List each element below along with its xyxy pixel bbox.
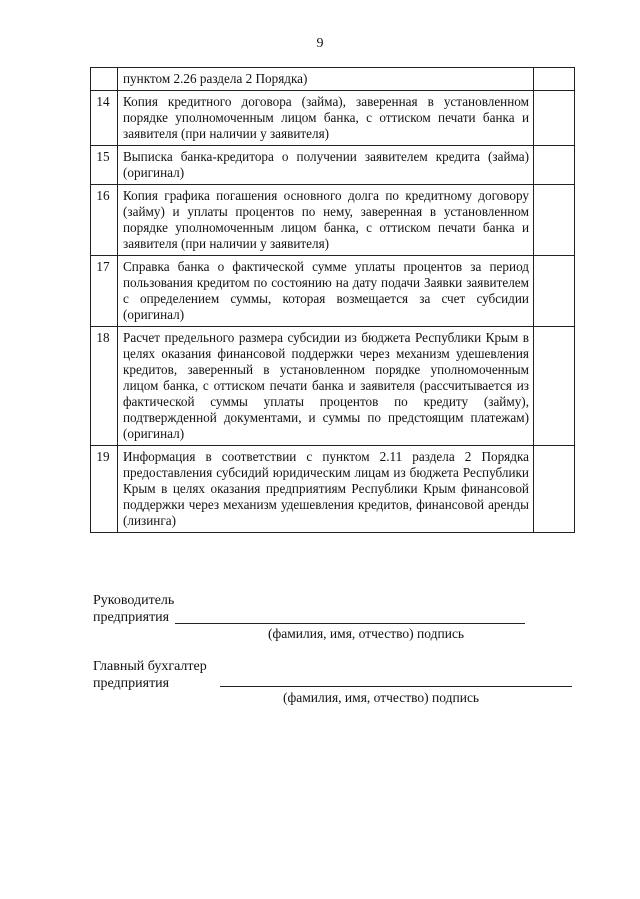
row-description: Расчет предельного размера субсидии из бюджета Республики Крым в целях оказания финансовой поддержки через механизм удешевления кредитов, заверенный в установленном порядке уполномоченным лицом банка, с оттиском печати банка и заявителя (рассчитывается из фактической суммы уплаты процентов по кредиту (займу), подтвержденной документами, и суммы по предстоящим платежам) (оригинал)	[118, 327, 534, 446]
accountant-title: Главный бухгалтер	[93, 659, 207, 674]
table-row	[91, 446, 575, 533]
row-number: 16	[91, 185, 118, 256]
accountant-signature-caption: (фамилия, имя, отчество) подпись	[283, 690, 480, 705]
table-row	[91, 327, 575, 446]
row-mark-cell	[534, 146, 575, 185]
head-signature-caption: (фамилия, имя, отчество) подпись	[268, 626, 465, 641]
row-mark-cell	[534, 91, 575, 146]
row-mark-cell	[534, 68, 575, 91]
row-mark-cell	[534, 446, 575, 533]
row-description: Копия кредитного договора (займа), заверенная в установленном порядке уполномоченным лицом банка, с оттиском печати банка и заявителя (при наличии у заявителя)	[118, 91, 534, 146]
row-number: 14	[91, 91, 118, 146]
head-signature-line	[175, 623, 525, 624]
row-description: Копия графика погашения основного долга по кредитному договору (займу) и уплаты процентов по нему, заверенная в установленном порядке уполномоченным лицом банка, с оттиском печати банка и заявителя (при наличии у заявителя)	[118, 185, 534, 256]
row-number: 19	[91, 446, 118, 533]
head-org-label: предприятия	[93, 610, 170, 625]
row-number: 17	[91, 256, 118, 327]
row-description: Справка банка о фактической сумме уплаты процентов за период пользования кредитом по состоянию на дату подачи Заявки заявителем с определением суммы, которая возмещается за счет субсидии (оригинал)	[118, 256, 534, 327]
accountant-org-label: предприятия	[93, 676, 170, 691]
table-row	[91, 91, 575, 146]
table-row	[91, 146, 575, 185]
row-mark-cell	[534, 256, 575, 327]
table-row	[91, 185, 575, 256]
row-description: пунктом 2.26 раздела 2 Порядка)	[118, 68, 534, 91]
documents-table	[90, 67, 575, 533]
row-mark-cell	[534, 327, 575, 446]
row-number	[91, 68, 118, 91]
head-title: Руководитель	[93, 593, 175, 608]
row-number: 18	[91, 327, 118, 446]
row-number: 15	[91, 146, 118, 185]
table-row	[91, 256, 575, 327]
accountant-signature-line	[220, 686, 572, 687]
row-description: Информация в соответствии с пунктом 2.11 раздела 2 Порядка предоставления субсидий юридическим лицам из бюджета Республики Крым в целях оказания предприятиям Республики Крым финансовой поддержки через механизм удешевления кредитов, финансовой аренды (лизинга)	[118, 446, 534, 533]
table-row	[91, 68, 575, 91]
page-number: 9	[316, 36, 324, 51]
row-mark-cell	[534, 185, 575, 256]
row-description: Выписка банка-кредитора о получении заявителем кредита (займа) (оригинал)	[118, 146, 534, 185]
